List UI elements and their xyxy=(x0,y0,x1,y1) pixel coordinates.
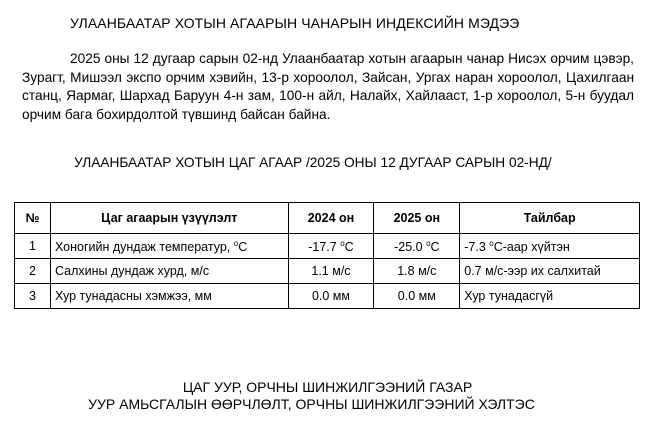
table-header-row xyxy=(15,203,640,234)
row-value-2024: 1.1 м/с xyxy=(288,259,374,284)
row-value-2025: 0.0 мм xyxy=(374,284,460,309)
row-value-2024: -17.7 $^о$С xyxy=(288,234,374,259)
row-note: 0.7 м/с-ээр их салхитай xyxy=(460,259,640,284)
table-row xyxy=(15,284,640,309)
row-indicator: Хур тунадасны хэмжээ, мм xyxy=(50,284,288,309)
row-value-2025: 1.8 м/с xyxy=(374,259,460,284)
row-indicator: Салхины дундаж хурд, м/с xyxy=(50,259,288,284)
row-number: 1 xyxy=(15,234,51,259)
column-header-2024: 2024 он xyxy=(288,203,374,234)
weather-table xyxy=(14,202,640,309)
air-quality-paragraph: 2025 оны 12 дугаар сарын 02-нд Улаанбаатар хотын агаарын чанар Нисэх орчим цэвэр, Зурагт, Мишээл экспо орчим хэвийн, 13-р хороолол, Зайсан, Ургах наран хороолол, Цахилгаан станц, Яармаг, Шархад Баруун 4-н зам, 100-н айл, Налайх, Хайлааст, 1-р хороолол, 5-н буудал орчим бага бохирдолтой түвшинд байсан байна. xyxy=(22,51,634,122)
row-note: -7.3 $^о$С-аар хүйтэн xyxy=(460,234,640,259)
weather-section-title: УЛААНБААТАР ХОТЫН ЦАГ АГААР /2025 ОНЫ 12 ДУГААР САРЫН 02-НД/ xyxy=(74,155,552,170)
footer-organization: ЦАГ УУР, ОРЧНЫ ШИНЖИЛГЭЭНИЙ ГАЗАР xyxy=(182,379,473,395)
table-row xyxy=(15,259,640,284)
row-indicator: Хоногийн дундаж температур, $^о$С xyxy=(50,234,288,259)
row-number: 3 xyxy=(15,284,51,309)
table-row xyxy=(15,234,640,259)
column-header-number: № xyxy=(15,203,51,234)
column-header-2025: 2025 он xyxy=(374,203,460,234)
column-header-indicator: Цаг агаарын үзүүлэлт xyxy=(50,203,288,234)
row-note: Хур тунадасгүй xyxy=(460,284,640,309)
row-value-2025: -25.0 $^о$С xyxy=(374,234,460,259)
row-value-2024: 0.0 мм xyxy=(288,284,374,309)
footer-department: УУР АМЬСГАЛЫН ӨӨРЧЛӨЛТ, ОРЧНЫ ШИНЖИЛГЭЭНИЙ ХЭЛТЭС xyxy=(88,396,535,412)
column-header-note: Тайлбар xyxy=(460,203,640,234)
document-title: УЛААНБААТАР ХОТЫН АГААРЫН ЧАНАРЫН ИНДЕКСИЙН МЭДЭЭ xyxy=(70,15,520,31)
row-number: 2 xyxy=(15,259,51,284)
